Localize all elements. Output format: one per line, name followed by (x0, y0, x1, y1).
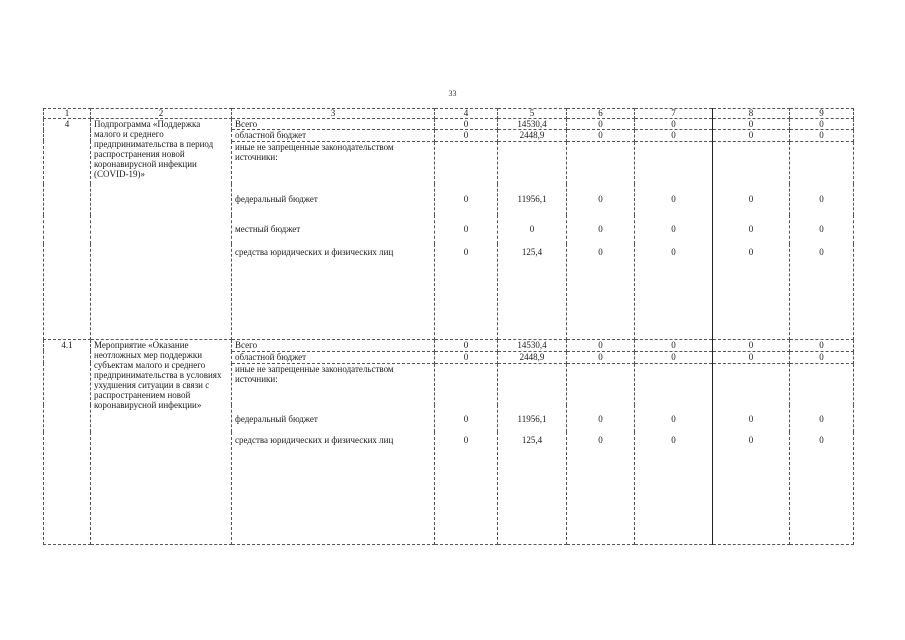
program-title: Подпрограмма «Поддержка малого и среднего предпринимательства в период распространения новой коронавирусной инфекции (COVID-19)» (91, 119, 232, 340)
value-cell: 0 (713, 432, 790, 545)
value-cell: 0 (567, 351, 635, 363)
value-cell: 125,4 (498, 244, 567, 339)
value-cell: 0 (435, 215, 498, 244)
value-cell: 0 (435, 119, 498, 130)
funding-source: местный бюджет (232, 215, 435, 244)
value-cell: 0 (790, 405, 854, 431)
row-number: 4 (44, 119, 91, 340)
value-cell: 0 (435, 340, 498, 352)
column-number: 8 (713, 109, 790, 119)
value-cell: 0 (790, 130, 854, 141)
funding-source: федеральный бюджет (232, 184, 435, 215)
funding-source: средства юридических и физических лиц (232, 432, 435, 545)
value-cell: 0 (435, 405, 498, 431)
value-cell: 0 (435, 244, 498, 339)
value-cell: 0 (713, 184, 790, 215)
value-cell (498, 363, 567, 405)
value-cell: 11956,1 (498, 405, 567, 431)
value-cell: 2448,9 (498, 130, 567, 141)
value-cell: 0 (713, 119, 790, 130)
value-cell: 0 (713, 405, 790, 431)
value-cell: 0 (567, 405, 635, 431)
page-number: 33 (448, 89, 457, 98)
row-number: 4.1 (44, 340, 91, 545)
value-cell: 0 (567, 119, 635, 130)
value-cell: 0 (567, 130, 635, 141)
value-cell: 0 (635, 351, 713, 363)
value-cell (435, 141, 498, 183)
value-cell: 14530,4 (498, 119, 567, 130)
value-cell: 0 (435, 351, 498, 363)
column-number: 4 (435, 109, 498, 119)
funding-source: Всего (232, 119, 435, 130)
value-cell: 0 (635, 119, 713, 130)
value-cell: 0 (635, 405, 713, 431)
value-cell: 0 (435, 432, 498, 545)
table-row (44, 119, 854, 130)
funding-source: иные не запрещенные законодательством источники: (232, 141, 435, 183)
funding-source: областной бюджет (232, 130, 435, 141)
value-cell (567, 363, 635, 405)
value-cell: 0 (790, 184, 854, 215)
value-cell: 0 (567, 184, 635, 215)
column-number: 7 (635, 109, 713, 119)
value-cell: 0 (635, 184, 713, 215)
value-cell (790, 141, 854, 183)
column-number: 3 (232, 109, 435, 119)
budget-table (43, 108, 854, 545)
funding-source: Всего (232, 340, 435, 352)
value-cell: 11956,1 (498, 184, 567, 215)
value-cell: 0 (635, 432, 713, 545)
value-cell (635, 363, 713, 405)
value-cell (498, 141, 567, 183)
column-number: 6 (567, 109, 635, 119)
value-cell: 0 (567, 244, 635, 339)
value-cell: 0 (790, 215, 854, 244)
value-cell (567, 141, 635, 183)
value-cell: 0 (635, 244, 713, 339)
table-row (44, 340, 854, 352)
value-cell: 0 (567, 215, 635, 244)
value-cell: 0 (713, 351, 790, 363)
funding-source: федеральный бюджет (232, 405, 435, 431)
program-title: Мероприятие «Оказание неотложных мер поддержки субъектам малого и среднего предпринимательства в условиях ухудшения ситуации в связи с распространением новой коронавирусной инфекции» (91, 340, 232, 545)
value-cell: 14530,4 (498, 340, 567, 352)
value-cell: 0 (498, 215, 567, 244)
column-number: 2 (91, 109, 232, 119)
value-cell (713, 141, 790, 183)
funding-source: областной бюджет (232, 351, 435, 363)
value-cell (713, 363, 790, 405)
value-cell: 0 (790, 432, 854, 545)
value-cell (790, 363, 854, 405)
value-cell: 0 (713, 340, 790, 352)
column-number-row (44, 109, 854, 119)
value-cell (635, 141, 713, 183)
value-cell: 0 (790, 351, 854, 363)
funding-source: иные не запрещенные законодательством источники: (232, 363, 435, 405)
value-cell: 0 (567, 432, 635, 545)
value-cell: 0 (567, 340, 635, 352)
column-number: 9 (790, 109, 854, 119)
value-cell: 2448,9 (498, 351, 567, 363)
value-cell: 125,4 (498, 432, 567, 545)
value-cell: 0 (790, 340, 854, 352)
column-number: 5 (498, 109, 567, 119)
column-number: 1 (44, 109, 91, 119)
value-cell (435, 363, 498, 405)
value-cell: 0 (790, 244, 854, 339)
funding-source: средства юридических и физических лиц (232, 244, 435, 339)
value-cell: 0 (435, 130, 498, 141)
value-cell: 0 (713, 244, 790, 339)
value-cell: 0 (635, 340, 713, 352)
value-cell: 0 (713, 130, 790, 141)
value-cell: 0 (635, 215, 713, 244)
value-cell: 0 (635, 130, 713, 141)
value-cell: 0 (790, 119, 854, 130)
value-cell: 0 (713, 215, 790, 244)
value-cell: 0 (435, 184, 498, 215)
